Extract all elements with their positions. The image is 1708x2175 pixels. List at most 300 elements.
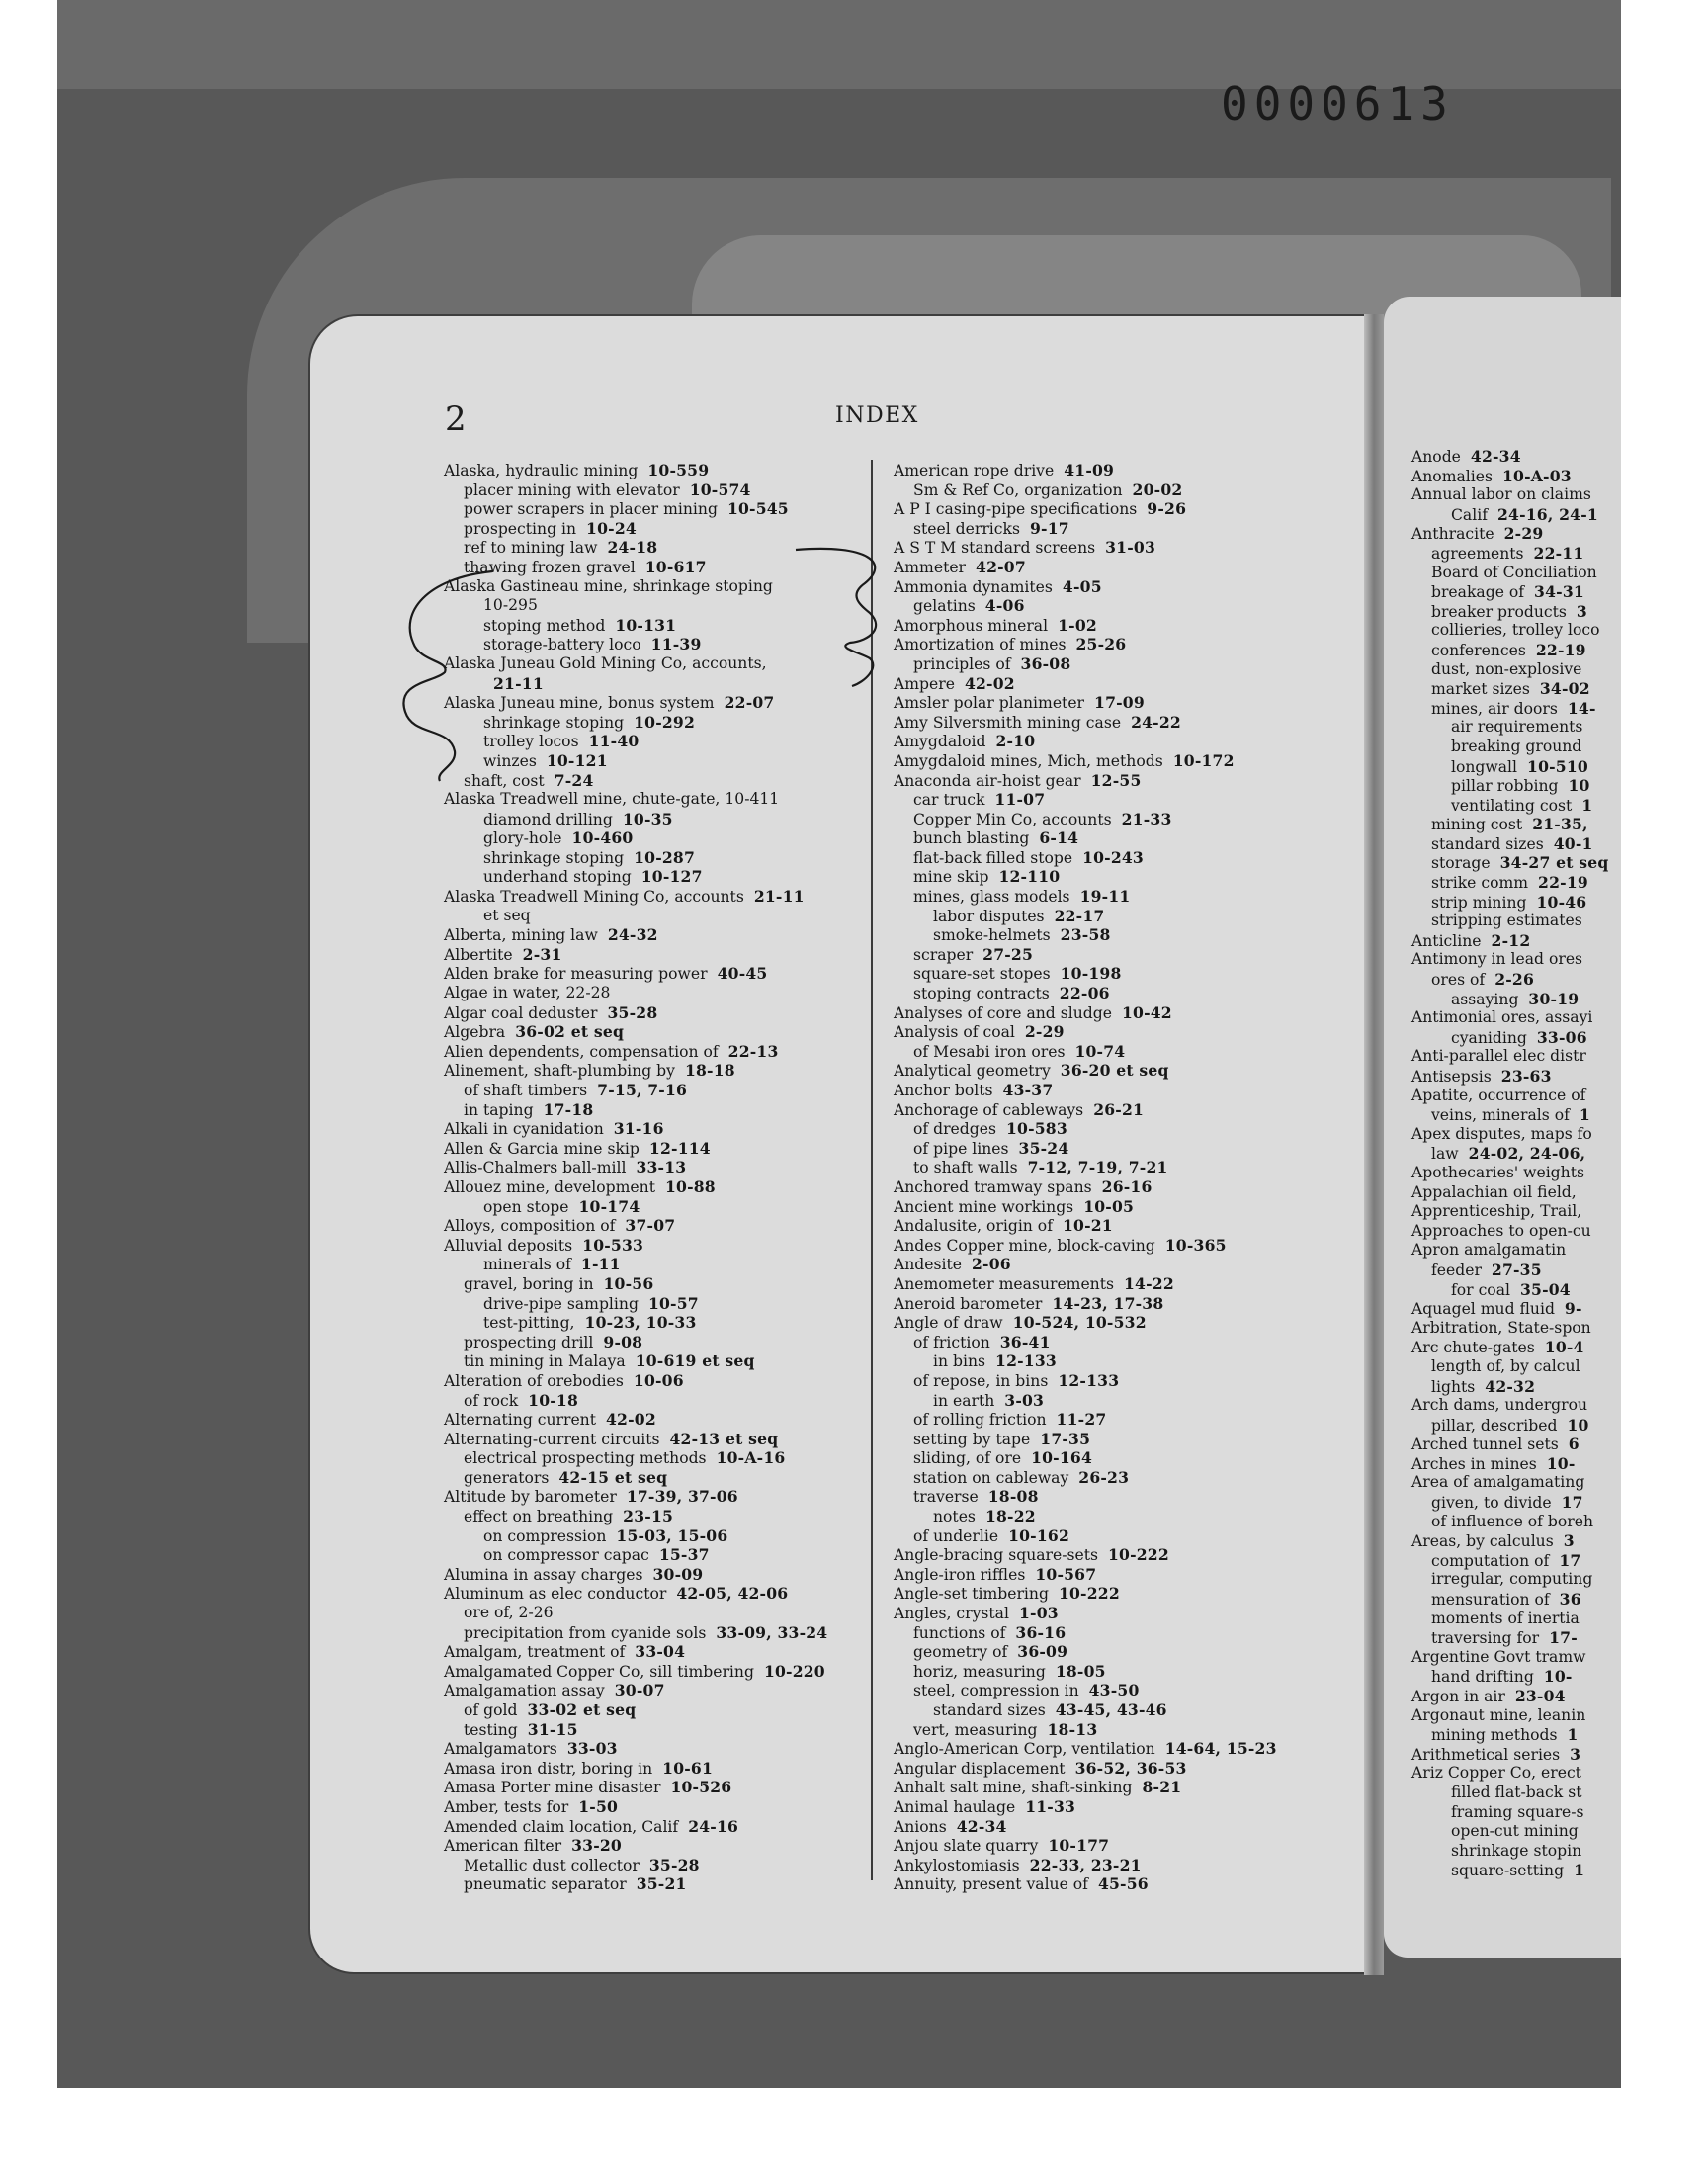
entry-term: flat-back filled stope [913, 848, 1073, 867]
entry-term: scraper [913, 945, 974, 964]
entry-term: prospecting in [464, 519, 577, 538]
index-entry [894, 1003, 1328, 1023]
entry-term: veins, minerals of [1431, 1106, 1570, 1125]
index-entry [894, 790, 1328, 810]
index-entry [1411, 853, 1621, 873]
entry-reference: 35-28 [607, 1002, 658, 1022]
entry-reference: 43-37 [1002, 1081, 1054, 1099]
entry-term: Analytical geometry [894, 1062, 1051, 1081]
entry-reference: 22-11 [1533, 543, 1584, 563]
entry-term: Arbitration, State-spon [1411, 1318, 1591, 1337]
index-entry [444, 1526, 861, 1546]
index-entry [1411, 834, 1621, 854]
entry-term: Allouez mine, development [444, 1177, 655, 1196]
index-entry [444, 848, 861, 868]
index-entry [444, 1042, 861, 1062]
index-entry [894, 596, 1328, 616]
entry-reference: 10-46 [1536, 892, 1587, 912]
index-entry [894, 1487, 1328, 1507]
entry-term: longwall [1451, 757, 1518, 776]
index-entry [444, 1216, 861, 1236]
entry-term: labor disputes [933, 907, 1045, 925]
index-entry [894, 1158, 1328, 1177]
entry-term: square-set stopes [913, 965, 1051, 984]
entry-reference: 2-10 [995, 732, 1036, 751]
next-page-column [1411, 447, 1621, 1880]
index-entry [444, 519, 861, 539]
index-entry [444, 616, 861, 636]
entry-term: Alluvial deposits [444, 1236, 573, 1255]
entry-reference: 30-19 [1528, 989, 1580, 1008]
entry-reference: 42-02 [964, 673, 1015, 693]
entry-term: Copper Min Co, accounts [913, 810, 1112, 828]
index-entry [894, 1391, 1328, 1411]
entry-term: Aneroid barometer [894, 1294, 1043, 1313]
index-entry [1411, 1202, 1621, 1222]
entry-term: winzes [483, 751, 537, 770]
index-entry [1411, 1764, 1621, 1784]
index-entry [444, 1274, 861, 1294]
entry-reference: 17 [1561, 1493, 1583, 1513]
index-entry [894, 616, 1328, 636]
entry-reference: 10-177 [1048, 1836, 1110, 1856]
index-entry [894, 1700, 1328, 1720]
entry-term: Anode [1411, 448, 1461, 466]
entry-reference: 10-18 [528, 1390, 579, 1410]
entry-term: Alumina in assay charges [444, 1565, 643, 1584]
index-entry [894, 751, 1328, 771]
entry-term: mine skip [913, 868, 989, 887]
index-entry [444, 1333, 861, 1352]
entry-term: Antimonial ores, assayi [1411, 1008, 1593, 1027]
entry-term: Angular displacement [894, 1759, 1066, 1778]
entry-term: Algar coal deduster [444, 1003, 598, 1022]
entry-term: square-setting [1451, 1862, 1565, 1880]
entry-term: standard sizes [1431, 834, 1544, 853]
entry-reference: 3-03 [1004, 1390, 1045, 1410]
document-id-stamp: 0000613 [1221, 77, 1454, 130]
entry-term: Algebra [444, 1023, 506, 1042]
entry-term: underhand stoping [483, 868, 632, 887]
entry-reference: 26-21 [1093, 1099, 1145, 1119]
index-entry [894, 1642, 1328, 1662]
entry-reference: 20-02 [1132, 479, 1183, 499]
entry-reference: 34-02 [1539, 679, 1590, 699]
entry-reference: 10-42 [1121, 1002, 1172, 1022]
index-entry [894, 693, 1328, 713]
entry-term: Areas, by calculus [1411, 1532, 1554, 1551]
entry-term: Amsler polar planimeter [894, 694, 1085, 713]
index-entry [894, 1313, 1328, 1333]
index-entry [444, 1817, 861, 1837]
index-entry [1411, 1357, 1621, 1377]
entry-term: Alberta, mining law [444, 926, 598, 945]
index-entry [894, 577, 1328, 597]
entry-term: A P I casing-pipe specifications [894, 500, 1138, 519]
entry-reference: 35-04 [1519, 1279, 1571, 1299]
index-entry [894, 461, 1328, 480]
entry-term: Amalgamated Copper Co, sill timbering [444, 1662, 754, 1681]
index-entry [444, 1119, 861, 1139]
book-gutter [1364, 314, 1384, 1975]
entry-reference: 10-23, 10-33 [584, 1313, 697, 1333]
entry-reference: 11-07 [994, 790, 1046, 810]
entry-term: gravel, boring in [464, 1274, 594, 1293]
index-entry [444, 1351, 861, 1371]
index-entry [894, 828, 1328, 848]
entry-term: notes [933, 1508, 976, 1526]
entry-reference: 10-24 [586, 518, 637, 538]
index-entry [894, 1681, 1328, 1700]
entry-reference: 35-24 [1018, 1138, 1069, 1158]
index-entry [444, 1410, 861, 1430]
entry-reference: 15-37 [658, 1545, 710, 1565]
index-entry [1411, 505, 1621, 525]
entry-reference: 17- [1549, 1628, 1578, 1648]
index-entry [1411, 1377, 1621, 1397]
index-entry [444, 654, 861, 674]
entry-term: trolley locos [483, 733, 579, 751]
entry-reference: 10 [1567, 1415, 1589, 1435]
index-entry [1411, 1861, 1621, 1880]
index-entry [444, 635, 861, 654]
entry-reference: 36-08 [1020, 653, 1071, 673]
index-entry [1411, 1280, 1621, 1300]
index-entry [444, 1294, 861, 1314]
index-entry [1411, 1745, 1621, 1765]
index-entry [894, 1197, 1328, 1217]
entry-term: open stope [483, 1197, 569, 1216]
index-entry [894, 1720, 1328, 1740]
entry-term: Antimony in lead ores [1411, 950, 1583, 969]
entry-reference: 1 [1579, 1105, 1590, 1125]
entry-term: mining cost [1431, 816, 1523, 834]
column-divider [871, 460, 873, 1880]
index-entry [894, 519, 1328, 539]
entry-reference: 10-57 [647, 1293, 699, 1313]
entry-term: to shaft walls [913, 1159, 1018, 1177]
index-entry [444, 1642, 861, 1662]
entry-term: of shaft timbers [464, 1082, 588, 1099]
entry-term: Alden brake for measuring power [444, 965, 708, 984]
entry-reference: 10-365 [1164, 1235, 1227, 1255]
entry-reference: 6 [1568, 1435, 1580, 1454]
entry-term: for coal [1451, 1280, 1510, 1299]
entry-reference: 10-74 [1074, 1041, 1126, 1061]
entry-reference: 11-33 [1025, 1796, 1076, 1816]
index-entry [1411, 912, 1621, 931]
entry-term: Arch dams, undergrou [1411, 1396, 1588, 1415]
entry-term: Amygdaloid mines, Mich, methods [894, 751, 1163, 770]
index-entry [1411, 1570, 1621, 1590]
entry-term: mensuration of [1431, 1591, 1550, 1610]
entry-term: Annuity, present value of [894, 1875, 1088, 1894]
entry-reference: 22-07 [724, 693, 775, 713]
index-entry [894, 1294, 1328, 1314]
entry-term: pneumatic separator [464, 1875, 627, 1894]
index-entry [1411, 1396, 1621, 1416]
entry-reference: 22-17 [1054, 906, 1105, 925]
entry-term: Argon in air [1411, 1688, 1505, 1705]
entry-reference: 37-07 [625, 1216, 676, 1236]
index-entry [444, 751, 861, 771]
entry-term: strike comm [1431, 874, 1529, 893]
index-entry [444, 1313, 861, 1333]
entry-term: of rolling friction [913, 1411, 1047, 1430]
index-entry [1411, 679, 1621, 699]
index-entry [894, 1274, 1328, 1294]
entry-reference: 10-05 [1083, 1196, 1135, 1216]
entry-reference: 27-25 [982, 944, 1034, 964]
entry-term: Anaconda air-hoist gear [894, 771, 1081, 790]
index-entry [894, 1371, 1328, 1391]
entry-term: Angle-iron riffles [894, 1565, 1026, 1584]
entry-reference: 24-32 [607, 925, 658, 945]
entry-term: ores of [1431, 971, 1486, 990]
entry-reference: 42-34 [956, 1816, 1007, 1836]
entry-reference: 10-526 [670, 1778, 732, 1797]
entry-reference: 30-07 [614, 1681, 665, 1700]
index-entry [1411, 1241, 1621, 1261]
index-entry [444, 577, 861, 597]
entry-term: Alaska, hydraulic mining [444, 462, 639, 479]
index-entry [894, 1042, 1328, 1062]
index-entry [894, 1468, 1328, 1488]
entry-reference: 8-21 [1142, 1778, 1182, 1797]
entry-reference: 24-18 [607, 538, 658, 558]
index-entry [1411, 1183, 1621, 1203]
index-entry [1411, 1144, 1621, 1164]
entry-term: horiz, measuring [913, 1662, 1046, 1681]
entry-term: A S T M standard screens [894, 539, 1096, 558]
index-entry [1411, 1105, 1621, 1125]
index-entry [894, 1061, 1328, 1081]
entry-reference: 10-06 [633, 1370, 684, 1390]
index-entry [444, 1720, 861, 1740]
entry-reference: 10-243 [1082, 847, 1144, 867]
entry-term: of underlie [913, 1526, 999, 1545]
entry-term: Alaska Treadwell mine, chute-gate, 10-411 [444, 790, 780, 809]
entry-term: traverse [913, 1488, 979, 1507]
entry-reference: 22-19 [1538, 873, 1588, 893]
entry-reference: 10-198 [1060, 964, 1122, 984]
index-entry [444, 1100, 861, 1120]
index-entry [444, 1545, 861, 1565]
entry-term: length of, by calcul [1431, 1356, 1580, 1375]
entry-term: Calif [1451, 505, 1488, 524]
entry-reference: 10-35 [622, 809, 673, 828]
index-entry [894, 810, 1328, 829]
entry-term: Ammeter [894, 558, 967, 576]
index-entry [1411, 757, 1621, 777]
entry-reference: 10-162 [1008, 1525, 1070, 1545]
index-entry [894, 1507, 1328, 1526]
entry-reference: 42-15 et seq [558, 1467, 668, 1487]
entry-reference: 2-06 [972, 1255, 1011, 1274]
entry-term: Alkali in cyanidation [444, 1120, 604, 1139]
index-entry [894, 499, 1328, 519]
index-entry [1411, 447, 1621, 467]
index-entry [444, 1565, 861, 1585]
index-entry [444, 538, 861, 558]
entry-reference: 21-11 [753, 887, 805, 907]
entry-reference: 10- [1543, 1667, 1573, 1687]
entry-reference: 1-02 [1058, 615, 1097, 635]
entry-term: Alien dependents, compensation of [444, 1042, 719, 1061]
entry-reference: 33-09, 33-24 [716, 1622, 828, 1642]
index-entry [894, 1177, 1328, 1197]
index-entry [1411, 1028, 1621, 1048]
entry-term: of repose, in bins [913, 1371, 1049, 1390]
index-entry [894, 538, 1328, 558]
index-entry [1411, 970, 1621, 990]
entry-reference: 35-28 [648, 1855, 700, 1874]
entry-reference: 34-31 [1534, 582, 1584, 602]
entry-term: mines, glass models [913, 888, 1070, 907]
entry-term: filled flat-back st [1451, 1783, 1582, 1801]
entry-term: Apprenticeship, Trail, [1411, 1202, 1582, 1221]
index-entry [1411, 1125, 1621, 1145]
index-entry [444, 732, 861, 751]
page-number: 2 [445, 399, 467, 439]
entry-reference: 10-56 [603, 1273, 654, 1293]
entry-reference: 10-524, 10-532 [1012, 1313, 1147, 1333]
entry-term: vert, measuring [913, 1720, 1038, 1739]
index-entry [1411, 1513, 1621, 1532]
index-entry [894, 674, 1328, 694]
index-entry [444, 1468, 861, 1488]
index-entry [444, 907, 861, 926]
index-entry [444, 1197, 861, 1217]
entry-reference: 17-18 [543, 1099, 594, 1119]
entry-term: ore of, 2-26 [464, 1604, 554, 1622]
index-entry [1411, 1164, 1621, 1183]
entry-term: Anthracite [1411, 525, 1494, 544]
entry-reference: 10-292 [634, 712, 696, 732]
entry-reference: 10-533 [582, 1235, 644, 1255]
entry-term: of Mesabi iron ores [913, 1042, 1066, 1061]
entry-term: Alloys, composition of [444, 1217, 616, 1236]
entry-term: Argentine Govt tramw [1411, 1647, 1586, 1666]
index-entry [894, 1856, 1328, 1875]
index-entry [1411, 485, 1621, 505]
index-entry [1411, 467, 1621, 486]
entry-reference: 10-567 [1035, 1564, 1097, 1584]
index-entry [1411, 990, 1621, 1009]
index-entry [894, 1022, 1328, 1042]
entry-reference: 12-133 [1058, 1370, 1120, 1390]
index-entry [1411, 660, 1621, 680]
entry-reference: 33-02 et seq [527, 1700, 637, 1719]
entry-term: shrinkage stopin [1451, 1841, 1582, 1860]
entry-reference: 18-08 [987, 1487, 1039, 1507]
entry-term: open-cut mining [1451, 1822, 1579, 1841]
entry-reference: 24-02, 24-06, [1468, 1144, 1586, 1164]
index-entry [894, 1139, 1328, 1159]
entry-term: Anchor bolts [894, 1082, 993, 1099]
index-entry [444, 1003, 861, 1023]
index-entry [444, 1448, 861, 1468]
index-entry [444, 1759, 861, 1779]
index-entry [1411, 1261, 1621, 1280]
entry-term: Anglo-American Corp, ventilation [894, 1740, 1155, 1759]
entry-term: Apex disputes, maps fo [1411, 1124, 1592, 1143]
entry-term: lights [1431, 1377, 1476, 1396]
entry-term: of dredges [913, 1120, 996, 1139]
entry-term: Anomalies [1411, 467, 1493, 485]
index-entry [894, 1604, 1328, 1623]
entry-term: collieries, trolley loco [1431, 621, 1600, 640]
entry-reference: 10-222 [1058, 1584, 1120, 1604]
entry-term: Arc chute-gates [1411, 1339, 1535, 1357]
entry-term: moments of inertia [1431, 1609, 1580, 1627]
entry-term: Amended claim location, Calif [444, 1817, 679, 1836]
entry-term: gelatins [913, 597, 976, 616]
index-entry [894, 1662, 1328, 1682]
entry-term: Area of amalgamating [1411, 1473, 1585, 1492]
entry-term: Andesite [894, 1256, 962, 1274]
entry-reference: 36-02 et seq [515, 1022, 625, 1042]
entry-term: mining methods [1431, 1726, 1558, 1745]
entry-reference: 10-88 [664, 1176, 716, 1196]
entry-reference: 14- [1567, 698, 1596, 718]
index-entry [444, 499, 861, 519]
index-entry [894, 964, 1328, 984]
entry-reference: 22-13 [727, 1041, 779, 1061]
entry-term: diamond drilling [483, 810, 613, 828]
index-entry [444, 1836, 861, 1856]
index-entry [444, 887, 861, 907]
entry-term: Sm & Ref Co, organization [913, 480, 1123, 499]
index-entry [1411, 1667, 1621, 1687]
index-entry [1411, 1725, 1621, 1745]
entry-term: generators [464, 1468, 550, 1487]
index-column-right [894, 461, 1328, 1894]
index-entry [894, 1081, 1328, 1100]
index-entry [894, 1236, 1328, 1256]
entry-term: Amorphous mineral [894, 616, 1049, 635]
index-entry [894, 887, 1328, 907]
index-entry [1411, 1319, 1621, 1339]
index-entry [444, 693, 861, 713]
entry-term: Alaska Juneau Gold Mining Co, accounts, [444, 653, 767, 672]
entry-term: of influence of boreh [1431, 1512, 1593, 1530]
index-entry [1411, 1299, 1621, 1319]
index-entry [444, 867, 861, 887]
entry-term: Allen & Garcia mine skip [444, 1139, 640, 1158]
index-entry [444, 1236, 861, 1256]
entry-reference: 43-50 [1088, 1681, 1140, 1700]
entry-reference: 35-21 [636, 1874, 687, 1894]
entry-reference: 3 [1563, 1531, 1575, 1551]
entry-reference: 42-05, 42-06 [676, 1584, 789, 1604]
entry-reference: 11-40 [588, 732, 640, 751]
entry-term: of gold [464, 1701, 518, 1719]
index-entry [894, 1100, 1328, 1120]
entry-term: shaft, cost [464, 771, 545, 790]
index-entry [1411, 1454, 1621, 1474]
entry-term: Ammonia dynamites [894, 577, 1053, 596]
index-entry [1411, 1687, 1621, 1706]
entry-term: on compression [483, 1526, 607, 1545]
entry-term: Alaska Treadwell Mining Co, accounts [444, 888, 744, 907]
entry-reference: 10-583 [1005, 1119, 1068, 1139]
entry-term: Alaska Juneau mine, bonus system [444, 694, 715, 713]
entry-term: Altitude by barometer [444, 1488, 617, 1507]
entry-reference: 4-05 [1062, 576, 1102, 596]
entry-reference: 23-15 [623, 1507, 674, 1526]
entry-reference: 23-04 [1514, 1687, 1566, 1705]
